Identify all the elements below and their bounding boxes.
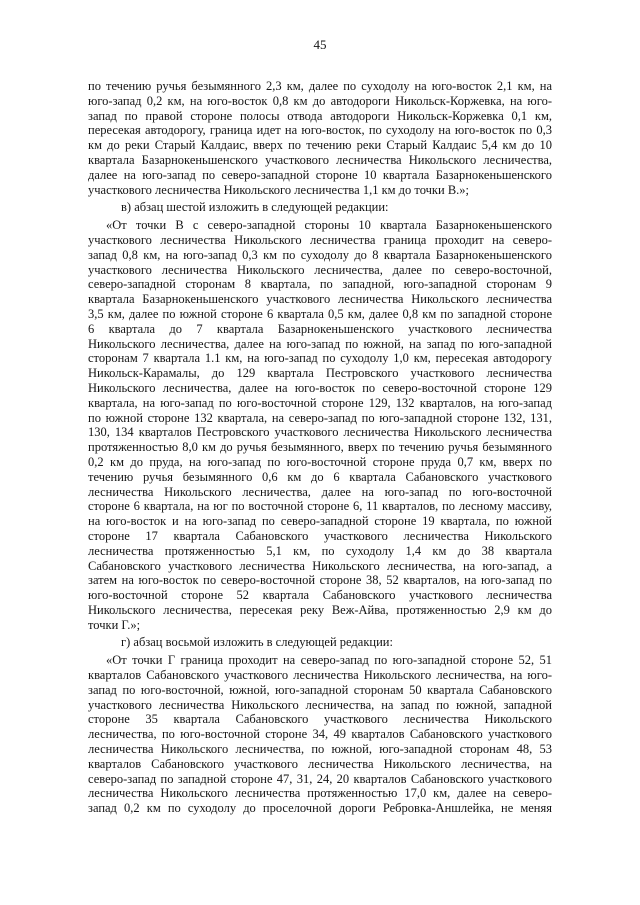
paragraph-point-g bbox=[88, 653, 552, 816]
text-line: 130, 134 кварталов Пестровского участкового лесничества Никольского лесничества bbox=[88, 425, 552, 440]
paragraph-continuation bbox=[88, 79, 552, 197]
text-line: течению ручья безымянного 0,6 км до 6 квартала Сабановского участкового bbox=[88, 469, 552, 484]
text-line: «От точки В с северо-западной стороны 10 квартала Базарнокеньшенского bbox=[106, 218, 552, 233]
text-line: запад по юго-восточной, южной, юго-западной сторонам 50 квартала Сабановского bbox=[88, 682, 552, 697]
text-line: 6 квартала до 7 квартала Базарнокеньшенского участкового лесничества bbox=[88, 321, 552, 336]
document-body bbox=[88, 79, 552, 819]
paragraph-point-v bbox=[88, 218, 552, 632]
text-line: участкового лесничества Никольского лесничества граница проходит на северо- bbox=[88, 232, 552, 247]
text-line: юго-запад 0,2 км, на юго-восток 0,8 км до автодороги Никольск-Коржевка, на юго- bbox=[88, 93, 552, 108]
amendment-instruction-g: г) абзац восьмой изложить в следующей редакции: bbox=[121, 635, 393, 650]
text-line: северо-западной сторонам 8 квартала, по западной, юго-западной сторонам 9 bbox=[88, 277, 552, 292]
text-line: северо-запад по западной стороне 47, 31, 24, 20 кварталов Сабановского участкового bbox=[88, 771, 552, 786]
amendment-instruction-v: в) абзац шестой изложить в следующей редакции: bbox=[121, 200, 389, 215]
text-line: лесничества, по юго-восточной стороне 34, 49 кварталов Сабановского участкового bbox=[88, 727, 552, 742]
text-line: стороне 6 квартала, на юг по восточной стороне 6, 11 кварталов, по лесному массиву, bbox=[88, 499, 552, 514]
text-line: сторонам 7 квартала 1.1 км, на юго-запад по суходолу 1,0 км, пересекая автодорогу bbox=[88, 351, 552, 366]
text-line: лесничества Никольского лесничества протяженностью 17,0 км, далее на северо- bbox=[88, 786, 552, 801]
text-line: затем на юго-восток по северо-восточной стороне 38, 52 кварталов, на юго-запад по bbox=[88, 573, 552, 588]
text-line: участкового лесничества Никольского лесничества 1,1 км до точки В.»; bbox=[88, 182, 470, 197]
text-line: стороне 35 квартала Сабановского участкового лесничества Никольского bbox=[88, 712, 552, 727]
text-line: Никольск-Карамалы, до 129 квартала Пестровского участкового лесничества bbox=[88, 366, 552, 381]
text-line: 0,2 км до пруда, на юго-запад по юго-восточной стороне пруда 0,7 км, вверх по bbox=[88, 454, 552, 469]
text-line: Никольского лесничества, пересекая реку Веж-Айва, протяженностью 2,9 км до bbox=[88, 602, 552, 617]
text-line: точки Г.»; bbox=[88, 617, 141, 632]
text-line: по южной стороне 132 квартала, на северо-запад по юго-западной стороне 132, 131, bbox=[88, 410, 552, 425]
text-line: юго-восточной стороне 52 квартала Сабановского участкового лесничества bbox=[88, 588, 552, 603]
text-line: Никольского лесничества, далее на юго-запад по южной, на запад по юго-западной bbox=[88, 336, 552, 351]
text-line: запад 0,8 км, на юго-запад 0,3 км по суходолу до 8 квартала Базарнокеньшенского bbox=[88, 247, 552, 262]
text-line: квартала Базарнокеньшенского участкового лесничества Никольского лесничества bbox=[88, 292, 552, 307]
text-line: «От точки Г граница проходит на северо-запад по юго-западной стороне 52, 51 bbox=[106, 653, 552, 668]
text-line: лесничества Никольского лесничества, по южной, юго-западной сторонам 48, 53 bbox=[88, 742, 552, 757]
text-line: участкового лесничества Никольского лесничества, на запад по южной, западной bbox=[88, 697, 552, 712]
text-line: пересекая автодорогу, граница идет на юго-восток, по суходолу на юго-восток по 0,3 bbox=[88, 123, 552, 138]
text-line: км до реки Старый Калдаис, вверх по течению реки Старый Калдаис 5,4 км до 10 bbox=[88, 138, 552, 153]
text-line: стороне 17 квартала Сабановского участкового лесничества Никольского bbox=[88, 528, 552, 543]
text-line: кварталов Сабановского участкового лесничества Никольского лесничества, на юго- bbox=[88, 668, 552, 683]
text-line: на юго-восток и на юго-запад по северо-западной стороне 19 квартала, по южной bbox=[88, 514, 552, 529]
text-line: кварталов Сабановского участкового лесничества Никольского лесничества, на bbox=[88, 756, 552, 771]
text-line: далее на юго-запад по северо-западной стороне 10 квартала Базарнокеньшенского bbox=[88, 167, 552, 182]
text-line: квартала, на юго-запад по юго-восточной стороне 129, 132 кварталов, на юго-запад bbox=[88, 395, 552, 410]
text-line: участкового лесничества Никольского лесничества, далее по северо-восточной, bbox=[88, 262, 552, 277]
text-line: 3,5 км, далее по южной стороне 6 квартала 0,5 км, далее 0,8 км по западной стороне bbox=[88, 306, 552, 321]
text-line: запад по правой стороне полосы отвода автодороги Никольск-Коржевка 0,1 км, bbox=[88, 108, 552, 123]
text-line: Никольского лесничества, далее на юго-восток по северо-восточной стороне 129 bbox=[88, 380, 552, 395]
text-line: Сабановского участкового лесничества Никольского лесничества, на юго-запад, а bbox=[88, 558, 552, 573]
text-line: протяженностью 8,0 км до ручья безымянного, вверх по течению ручья безымянного bbox=[88, 440, 552, 455]
text-line: запад 0,2 км по суходолу до проселочной дороги Ребровка-Аншлейка, не меняя bbox=[88, 801, 552, 816]
page-number: 45 bbox=[313, 37, 327, 52]
text-line: лесничества Никольского лесничества, далее на юго-запад по юго-восточной bbox=[88, 484, 552, 499]
text-line: квартала Базарнокеньшенского участкового лесничества Никольского лесничества, bbox=[88, 152, 552, 167]
text-line: по течению ручья безымянного 2,3 км, далее по суходолу на юго-восток 2,1 км, на bbox=[88, 79, 552, 93]
text-line: лесничества протяженностью 5,1 км, по суходолу 1,4 км до 38 квартала bbox=[88, 543, 552, 558]
